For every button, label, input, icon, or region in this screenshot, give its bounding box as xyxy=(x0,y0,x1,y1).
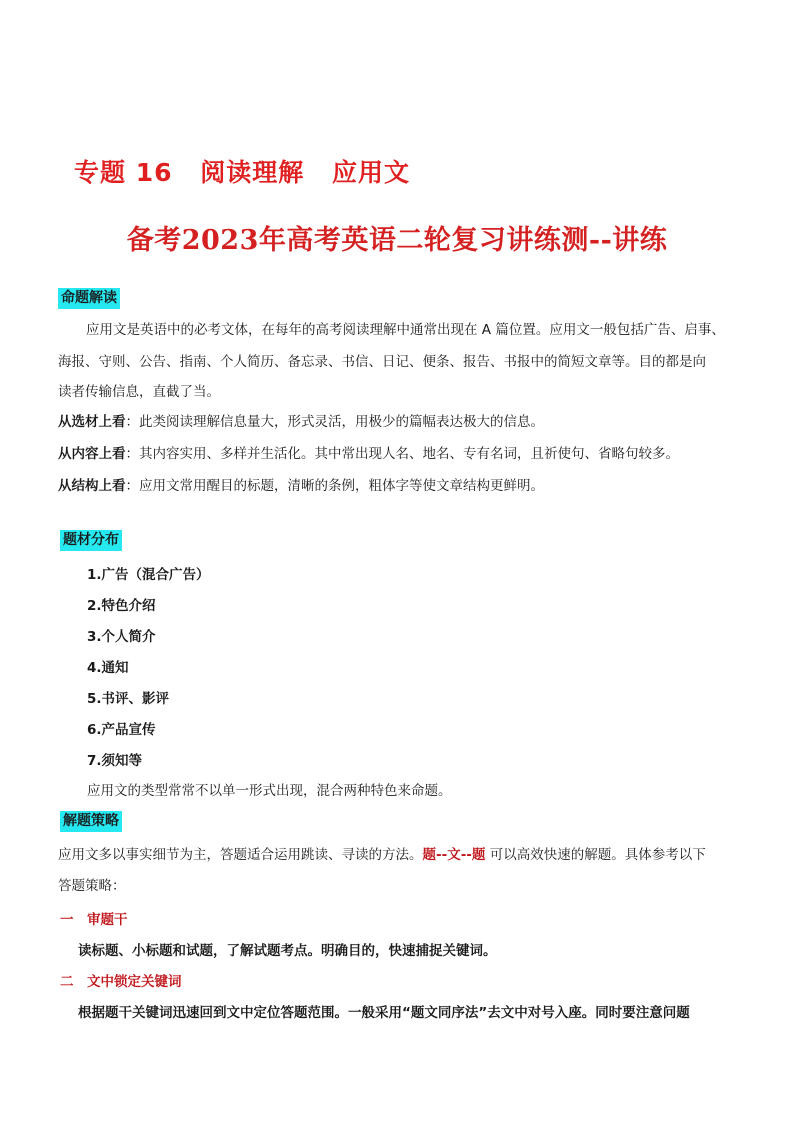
strategy-method: 题--文--题 xyxy=(422,847,486,863)
list-item: 6.产品宣传 xyxy=(87,722,156,738)
section-tag-proposition: 命题解读 xyxy=(58,288,120,309)
intro-line-2: 海报、守则、公告、指南、个人简历、备忘录、书信、日记、便条、报告、书报中的简短文章等。目的都是向 xyxy=(58,354,706,370)
strategy-intro-line-1 xyxy=(58,845,706,865)
material-label: 从选材上看 xyxy=(58,414,126,430)
strategy-step-2-heading: 二 文中锁定关键词 xyxy=(60,974,182,990)
list-item: 1.广告（混合广告） xyxy=(87,567,210,583)
content-line xyxy=(58,444,679,464)
topic-number: 专题 16 xyxy=(74,158,173,187)
section-tag-topics: 题材分布 xyxy=(60,530,122,551)
strategy-intro-b: 可以高效快速的解题。具体参考以下 xyxy=(485,847,706,863)
structure-label: 从结构上看 xyxy=(58,478,126,494)
strategy-step-2-body: 根据题干关键词迅速回到文中定位答题范围。一般采用“题文同序法”去文中对号入座。同时要注意问题 xyxy=(78,1005,690,1021)
content-label: 从内容上看 xyxy=(58,446,126,462)
strategy-step-1-heading: 一 审题干 xyxy=(60,912,128,928)
list-item: 2.特色介绍 xyxy=(87,598,156,614)
strategy-intro-a: 应用文多以事实细节为主，答题适合运用跳读、寻读的方法。 xyxy=(58,847,423,863)
list-item: 7.须知等 xyxy=(87,753,143,769)
content-text: ：其内容实用、多样并生活化。其中常出现人名、地名、专有名词，且祈使句、省略句较多。 xyxy=(125,446,679,462)
topic-title xyxy=(74,153,428,189)
intro-line-3: 读者传输信息，直截了当。 xyxy=(58,384,220,400)
material-line xyxy=(58,412,544,432)
list-item: 4.通知 xyxy=(87,660,129,676)
section-tag-strategy: 解题策略 xyxy=(60,811,122,832)
strategy-step-1-body: 读标题、小标题和试题，了解试题考点。明确目的，快速捕捉关键词。 xyxy=(78,943,497,959)
topic-subname: 应用文 xyxy=(331,158,410,187)
list-item: 5.书评、影评 xyxy=(87,691,170,707)
intro-line-1: 应用文是英语中的必考文体，在每年的高考阅读理解中通常出现在 A 篇位置。应用文一般包括广告、启事、 xyxy=(86,322,725,338)
material-text: ：此类阅读理解信息量大，形式灵活，用极少的篇幅表达极大的信息。 xyxy=(125,414,544,430)
structure-text: ：应用文常用醒目的标题，清晰的条例，粗体字等使文章结构更鲜明。 xyxy=(125,478,544,494)
structure-line xyxy=(58,476,544,496)
list-item: 3.个人简介 xyxy=(87,629,156,645)
main-title: 备考2023年高考英语二轮复习讲练测--讲练 xyxy=(126,225,668,256)
strategy-intro-line-2: 答题策略： xyxy=(58,878,126,894)
topics-note: 应用文的类型常常不以单一形式出现，混合两种特色来命题。 xyxy=(87,783,452,799)
topic-name: 阅读理解 xyxy=(200,158,305,187)
